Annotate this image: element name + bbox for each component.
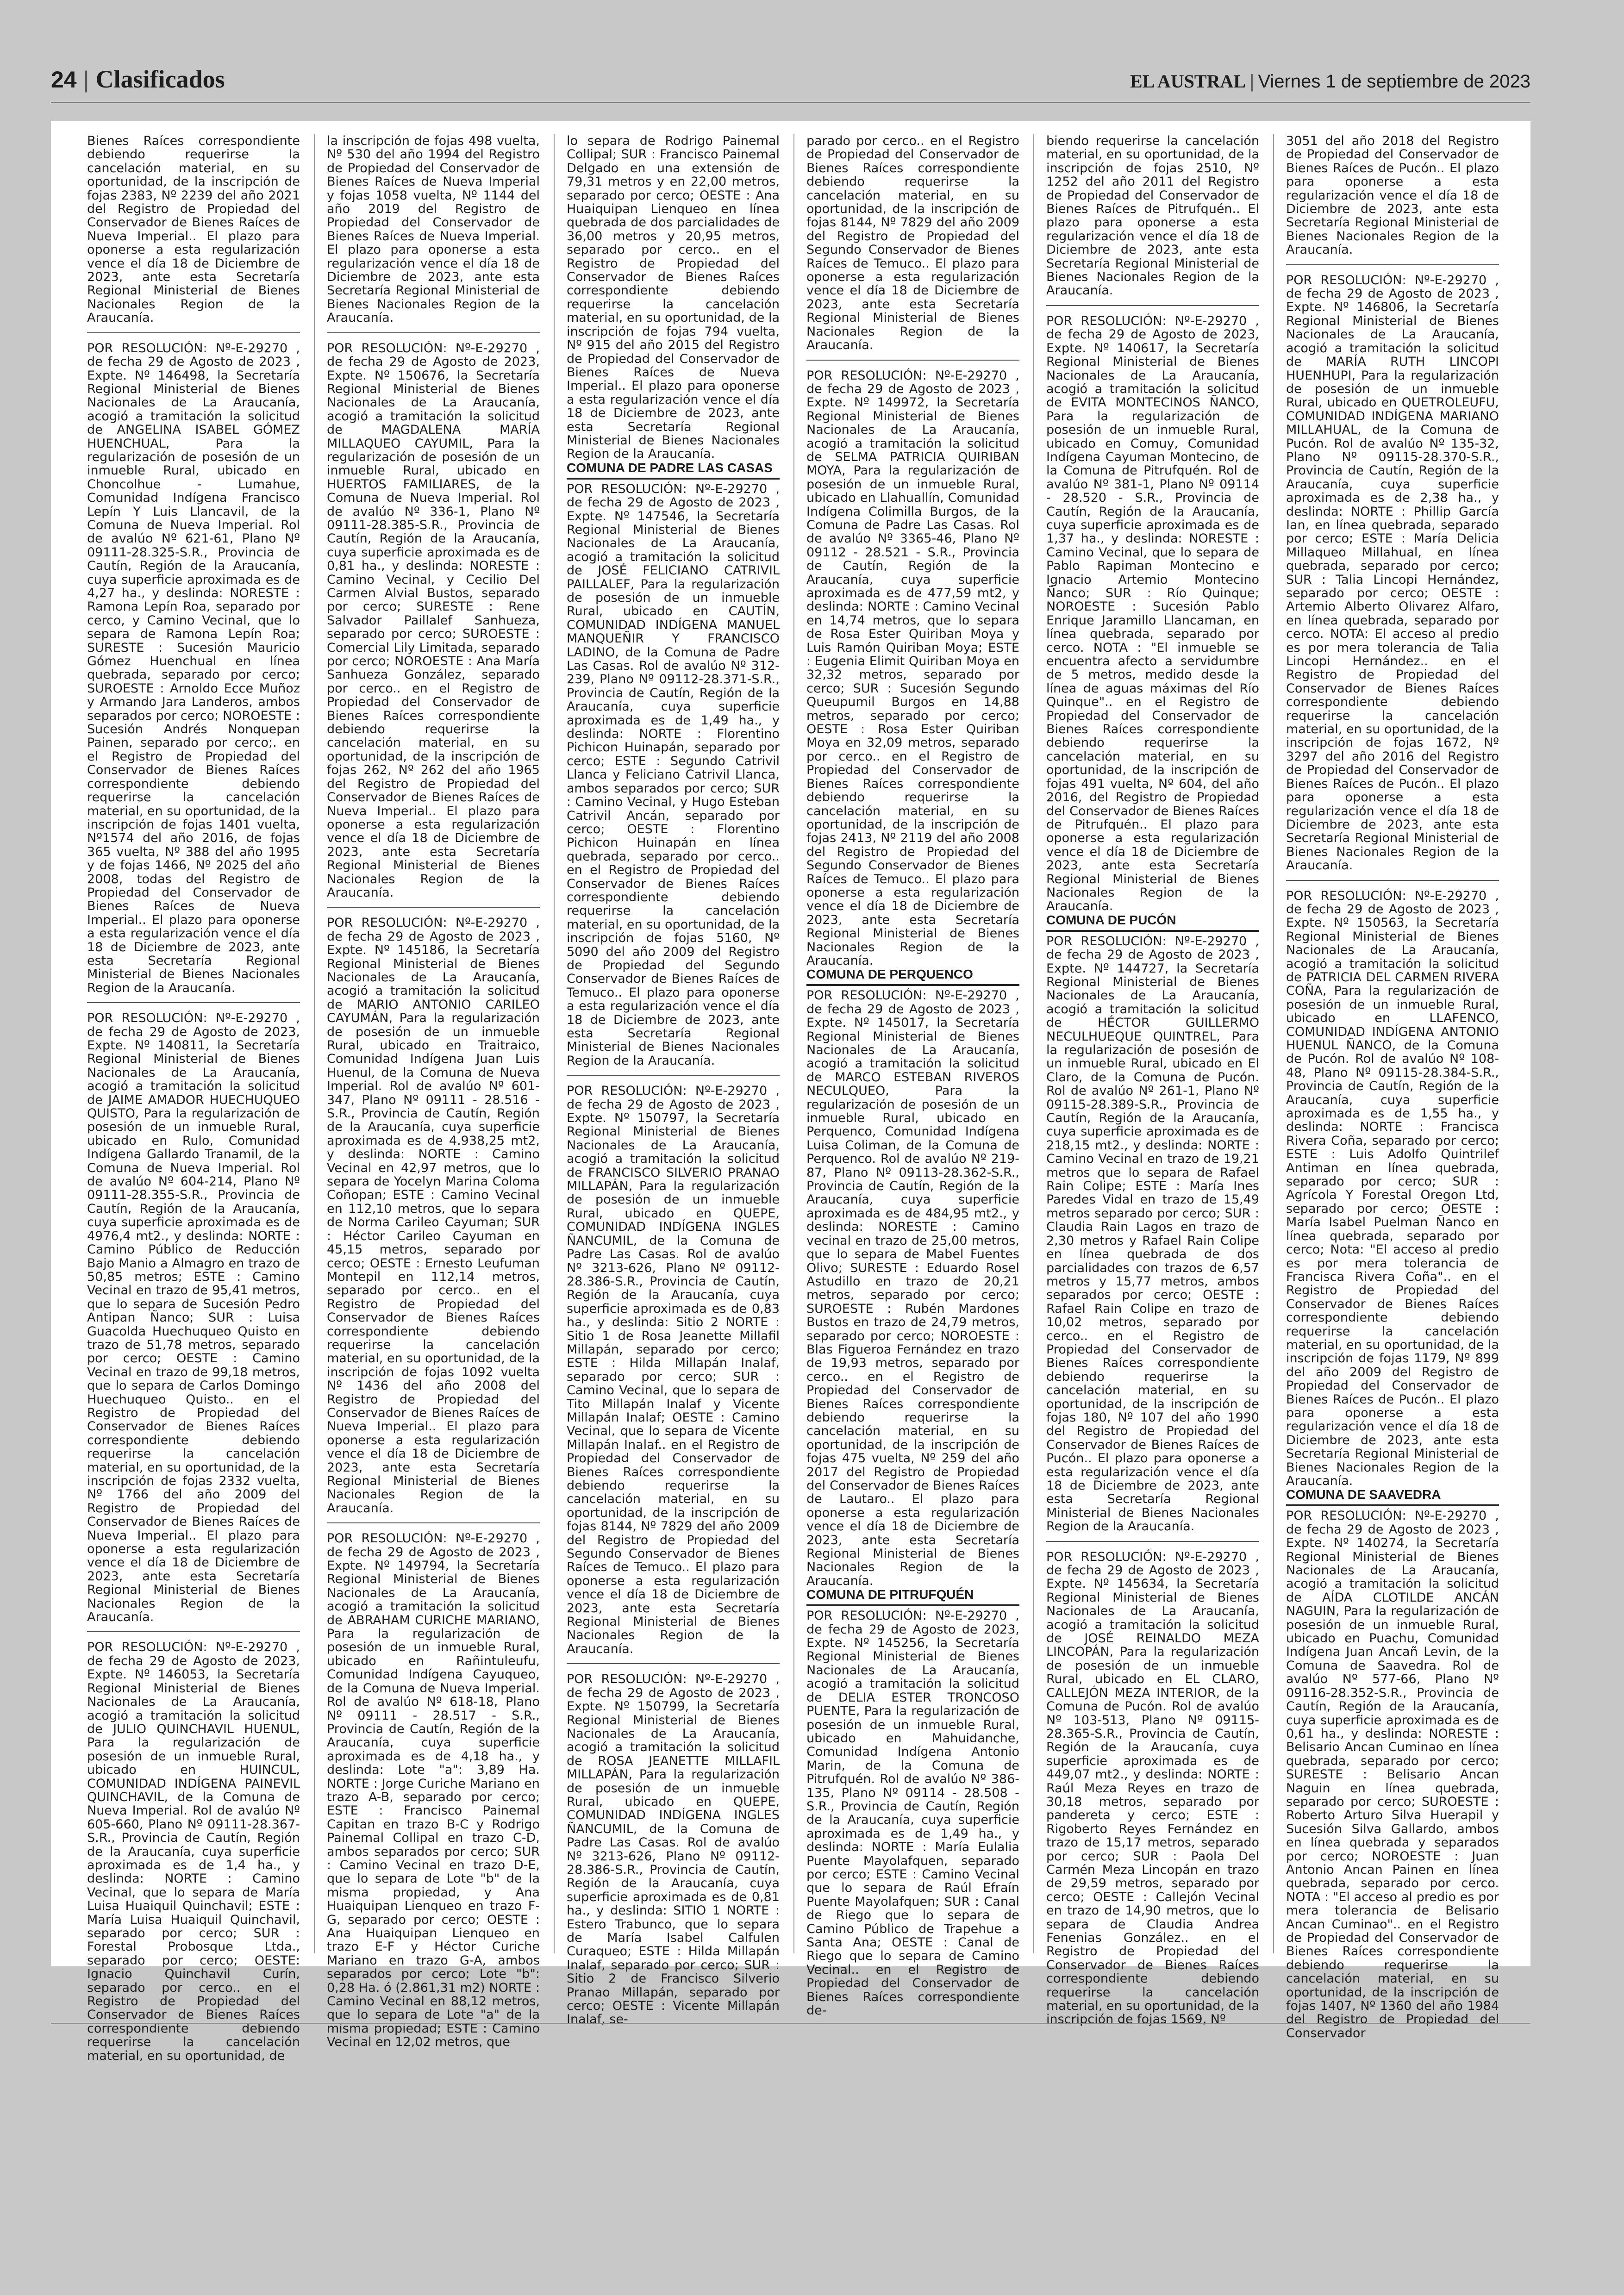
commune-heading: COMUNA DE PADRE LAS CASAS xyxy=(567,461,780,480)
commune-heading: COMUNA DE PITRUFQUÉN xyxy=(806,1588,1019,1606)
column-divider xyxy=(1033,134,1034,1953)
legal-notice: POR RESOLUCIÓN: Nº-E-29270 , de fecha 29 de Agosto de 2023 , Expte. Nº 150799, la Secretaría Regional Ministerial de Bienes Nacionales de La Araucanía, acogió a tramitación la solicitud de ROSA JEANETTE MILLAFIL MILLAPÁN, Para la regularización de posesión de un inmueble Rural, ubicado en QUEPE, COMUNIDAD INDÍGENA INGLES ÑANCUMIL, de la Comuna de Padre Las Casas. Rol de avalúo Nº 3213-626, Plano Nº 09112-28.386-S.R., Provincia de Cautín, Región de la Araucanía, cuya superficie aproximada es de 0,81 ha., y deslinda: SITIO 1 NORTE : Estero Trabunco, que lo separa de María Isabel Calfulen Curaqueo; ESTE : Hilda Millapán Inalaf, separado por cerco; SUR : Sitio 2 de Francisco Silverio Pranao Millapán, separado por cerco; OESTE : Vicente Millapán Inalaf, se- xyxy=(567,1672,780,2027)
page-header-right xyxy=(1130,70,1530,92)
notice-separator xyxy=(87,1002,300,1003)
legal-notice: POR RESOLUCIÓN: Nº-E-29270 , de fecha 29 de Agosto de 2023, Expte. Nº 140811, la Secretaría Regional Ministerial de Bienes Nacionales de La Araucanía, acogió a tramitación la solicitud de JAIME AMADOR HUECHUQUEO QUISTO, Para la regularización de posesión de un inmueble Rural, ubicado en Rulo, Comunidad Indígena Gallardo Tranamil, de la Comuna de Nueva Imperial. Rol de avalúo Nº 604-214, Plano Nº 09111-28.355-S.R., Provincia de Cautín, Región de la Araucanía, cuya superficie aproximada es de 4976,4 mt2., y deslinda: NORTE : Camino Público de Reducción Bajo Manio a Almagro en trazo de 50,85 metros; ESTE : Camino Vecinal en trazo de 95,41 metros, que lo separa de Sucesión Pedro Antipan Ñanco; SUR : Luisa Guacolda Huechuqueo Quisto en trazo de 51,78 metros, separado por cerco; OESTE : Camino Vecinal en trazo de 99,18 metros, que lo separa de Carlos Domingo Huechuqueo Quisto.. en el Registro de Propiedad del Conservador de Bienes Raíces correspondiente debiendo requerirse la cancelación material, en su oportunidad, de la inscripción de fojas 2332 vuelta, Nº 1766 del año 2009 del Registro de Propiedad del Conservador de Bienes Raíces de Nueva Imperial.. El plazo para oponerse a esta regularización vence el día 18 de Diciembre de 2023, ante esta Secretaría Regional Ministerial de Bienes Nacionales Region de la Araucanía. xyxy=(87,1011,300,1625)
issue-date: Viernes 1 de septiembre de 2023 xyxy=(1258,71,1530,92)
column-divider xyxy=(1273,134,1274,1953)
notice-separator xyxy=(87,332,300,333)
notice-separator xyxy=(1046,305,1259,306)
column-3 xyxy=(567,134,780,2027)
notice-separator xyxy=(567,1075,780,1076)
newspaper-name: EL AUSTRAL xyxy=(1130,71,1246,92)
column-2 xyxy=(327,134,540,2050)
column-6 xyxy=(1286,134,1499,2040)
legal-notice: POR RESOLUCIÓN: Nº-E-29270 , de fecha 29 de Agosto de 2023 , Expte. Nº 149972, la Secretaría Regional Ministerial de Bienes Nacionales de La Araucanía, acogió a tramitación la solicitud de SELMA PATRICIA QUIRIBAN MOYA, Para la regularización de posesión de un inmueble Rural, ubicado en Llahuallín, Comunidad Indígena Colimilla Burgos, de la Comuna de Padre Las Casas. Rol de avalúo Nº 3365-46, Plano Nº 09112 - 28.521 - S.R., Provincia de Cautín, Región de la Araucanía, cuya superficie aproximada es de 477,59 mt2, y deslinda: NORTE : Camino Vecinal en 14,74 metros, que lo separa de Rosa Ester Quiriban Moya y Luis Ramón Quiriban Moya; ESTE : Eugenia Elimit Quiriban Moya en 32,32 metros, separado por cerco; SUR : Sucesión Segundo Queupumil Burgos en 14,88 metros, separado por cerco; OESTE : Rosa Ester Quiriban Moya en 32,09 metros, separado por cerco.. en el Registro de Propiedad del Conservador de Bienes Raíces correspondiente debiendo requerirse la cancelación material, en su oportunidad, de la inscripción de fojas 2413, Nº 2119 del año 2008 del Registro de Propiedad del Segundo Conservador de Bienes Raíces de Temuco.. El plazo para oponerse a esta regularización vence el día 18 de Diciembre de 2023, ante esta Secretaría Regional Ministerial de Bienes Nacionales Region de la Araucanía. xyxy=(806,368,1019,968)
page-header-left xyxy=(51,65,225,94)
notice-separator xyxy=(1286,880,1499,881)
section-title: Clasificados xyxy=(95,65,225,93)
legal-notice: la inscripción de fojas 498 vuelta, Nº 530 del año 1994 del Registro de Propiedad del Conservador de Bienes Raíces de Nueva Imperial y fojas 1058 vuelta, Nº 1144 del año 2019 del Registro de Propiedad del Conservador de Bienes Raíces de Nueva Imperial. El plazo para oponerse a esta regularización vence el día 18 de Diciembre de 2023, ante esta Secretaría Regional Ministerial de Bienes Nacionales Region de la Araucanía. xyxy=(327,134,540,325)
header-separator: | xyxy=(83,67,89,93)
legal-notice: parado por cerco.. en el Registro de Propiedad del Conservador de Bienes Raíces correspondiente debiendo requerirse la cancelación material, en su oportunidad, de la inscripción de fojas 8144, Nº 7829 del año 2009 del Registro de Propiedad del Segundo Conservador de Bienes Raíces de Temuco.. El plazo para oponerse a esta regularización vence el día 18 de Diciembre de 2023, ante esta Secretaría Regional Ministerial de Bienes Nacionales Region de la Araucanía. xyxy=(806,134,1019,353)
legal-notice: POR RESOLUCIÓN: Nº-E-29270 , de fecha 29 de Agosto de 2023 , Expte. Nº 145017, la Secretaría Regional Ministerial de Bienes Nacionales de La Araucanía, acogió a tramitación la solicitud de MARCO ESTEBAN RIVEROS NECULQUEO, Para la regularización de posesión de un inmueble Rural, ubicado en Perquenco, Comunidad Indígena Luisa Coliman, de la Comuna de Perquenco. Rol de avalúo Nº 219-87, Plano Nº 09113-28.362-S.R., Provincia de Cautín, Región de la Araucanía, cuya superficie aproximada es de 484,95 mt2., y deslinda: NORESTE : Camino vecinal en trazo de 25,00 metros, que lo separa de Mabel Fuentes Olivo; SURESTE : Eduardo Rosel Astudillo en trazo de 20,21 metros, separado por cerco; SUROESTE : Rubén Mardones Bustos en trazo de 24,79 metros, separado por cerco; NOROESTE : Blas Figueroa Fernández en trazo de 19,93 metros, separado por cerco.. en el Registro de Propiedad del Conservador de Bienes Raíces correspondiente debiendo requerirse la cancelación material, en su oportunidad, de la inscripción de fojas 475 vuelta, Nº 259 del año 2017 del Registro de Propiedad del Conservador de Bienes Raíces de Lautaro.. El plazo para oponerse a esta regularización vence el día 18 de Diciembre de 2023, ante esta Secretaría Regional Ministerial de Bienes Nacionales Region de la Araucanía. xyxy=(806,988,1019,1588)
commune-heading: COMUNA DE SAAVEDRA xyxy=(1286,1488,1499,1506)
legal-notice: POR RESOLUCIÓN: Nº-E-29270 , de fecha 29 de Agosto de 2023 , Expte. Nº 145186, la Secretaría Regional Ministerial de Bienes Nacionales de La Araucanía, acogió a tramitación la solicitud de MARIO ANTONIO CARILEO CAYUMÁN, Para la regularización de posesión de un inmueble Rural, ubicado en Traitraico, Comunidad Indígena Juan Luis Huenul, de la Comuna de Nueva Imperial. Rol de avalúo Nº 601-347, Plano Nº 09111 - 28.516 - S.R., Provincia de Cautín, Región de la Araucanía, cuya superficie aproximada es de 4.938,25 mt2, y deslinda: NORTE : Camino Vecinal en 42,97 metros, que lo separa de Yocelyn Marina Coloma Coñopan; ESTE : Camino Vecinal en 112,10 metros, que lo separa de Norma Carileo Cayuman; SUR : Héctor Carileo Cayuman en 45,15 metros, separado por cerco; OESTE : Ernesto Leufuman Montepil en 112,14 metros, separado por cerco.. en el Registro de Propiedad del Conservador de Bienes Raíces correspondiente debiendo requerirse la cancelación material, en su oportunidad, de la inscripción de fojas 1092 vuelta Nº 1436 del año 2008 del Registro de Propiedad del Conservador de Bienes Raíces de Nueva Imperial.. El plazo para oponerse a esta regularización vence el día 18 de Diciembre de 2023, ante esta Secretaría Regional Ministerial de Bienes Nacionales Region de la Araucanía. xyxy=(327,916,540,1515)
legal-notice: POR RESOLUCIÓN: Nº-E-29270 , de fecha 29 de Agosto de 2023 , Expte. Nº 146806, la Secretaría Regional Ministerial de Bienes Nacionales de La Araucanía, acogió a tramitación la solicitud de MARÍA RUTH LINCOPI HUENHUPI, Para la regularización de posesión de un inmueble Rural, ubicado en QUETROLEUFU, COMUNIDAD INDÍGENA MARIANO MILLAHUAL, de la Comuna de Pucón. Rol de avalúo Nº 135-32, Plano Nº 09115-28.370-S.R., Provincia de Cautín, Región de la Araucanía, cuya superficie aproximada es de 2,38 ha., y deslinda: NORTE : Phillip García Ian, en línea quebrada, separado por cerco; ESTE : María Delicia Millaqueo Millahual, en línea quebrada, separado por cerco; SUR : Talia Lincopi Hernández, separado por cerco; OESTE : Artemio Alberto Olivarez Alfaro, en línea quebrada, separado por cerco. NOTA: El acceso al predio es por mera tolerancia de Talia Lincopi Hernández.. en el Registro de Propiedad del Conservador de Bienes Raíces correspondiente debiendo requerirse la cancelación material, en su oportunidad, de la inscripción de fojas 1672, Nº 3297 del año 2016 del Registro de Propiedad del Conservador de Bienes Raíces de Pucón.. El plazo para oponerse a esta regularización vence el día 18 de Diciembre de 2023, ante esta Secretaría Regional Ministerial de Bienes Nacionales Region de la Araucanía. xyxy=(1286,273,1499,873)
classifieds-sheet xyxy=(51,121,1530,2063)
legal-notice: POR RESOLUCIÓN: Nº-E-29270 , de fecha 29 de Agosto de 2023 , Expte. Nº 145634, la Secretaría Regional Ministerial de Bienes Nacionales de La Araucanía, acogió a tramitación la solicitud de JOSÉ REINALDO MEZA LINCOPÁN, Para la regularización de posesión de un inmueble Rural, ubicado en EL CLARO, CALLEJÓN MEZA INTERIOR, de la Comuna de Pucón. Rol de avalúo Nº 103-513, Plano Nº 09115-28.365-S.R., Provincia de Cautín, Región de la Araucanía, cuya superficie aproximada es de 449,07 mt2., y deslinda: NORTE : Raúl Meza Reyes en trazo de 30,18 metros, separado por pandereta y cerco; ESTE : Rigoberto Reyes Fernández en trazo de 15,17 metros, separado por cerco; SUR : Paola Del Carmén Meza Lincopán en trazo de 29,59 metros, separado por cerco; OESTE : Callejón Vecinal en trazo de 14,90 metros, que lo separa de Claudia Andrea Fenenias González.. en el Registro de Propiedad del Conservador de Bienes Raíces correspondiente debiendo requerirse la cancelación material, en su oportunidad, de la inscripción de fojas 1569, Nº xyxy=(1046,1549,1259,2027)
page-number: 24 xyxy=(51,67,77,93)
legal-notice: POR RESOLUCIÓN: Nº-E-29270 , de fecha 29 de Agosto de 2023, Expte. Nº 140617, la Secretaría Regional Ministerial de Bienes Nacionales de La Araucanía, acogió a tramitación la solicitud de EVITA MONTECINOS ÑANCO, Para la regularización de posesión de un inmueble Rural, ubicado en Comuy, Comunidad Indígena Cayuman Montecino, de la Comuna de Pitrufquén. Rol de avalúo Nº 381-1, Plano Nº 09114 - 28.520 - S.R., Provincia de Cautín, Región de la Araucanía, cuya superficie aproximada es de 1,37 ha., y deslinda: NORESTE : Camino Vecinal, que lo separa de Pablo Rapiman Montecino e Ignacio Artemio Montecino Ñanco; SUR : Río Quinque; NOROESTE : Sucesión Pablo Enrique Jaramillo Llancaman, en línea quebrada, separado por cerco. NOTA : "El inmueble se encuentra afecto a servidumbre de 5 metros, medido desde la línea de aguas máximas del Río Quinque".. en el Registro de Propiedad del Conservador de Bienes Raíces correspondiente debiendo requerirse la cancelación material, en su oportunidad, de la inscripción de fojas 491 vuelta, Nº 604, del año 2016, del Registro de Propiedad del Conservador de Bienes Raíces de Pitrufquén.. El plazo para oponerse a esta regularización vence el día 18 de Diciembre de 2023, ante esta Secretaría Regional Ministerial de Bienes Nacionales Region de la Araucanía. xyxy=(1046,313,1259,914)
legal-notice: POR RESOLUCIÓN: Nº-E-29270 , de fecha 29 de Agosto de 2023 , Expte. Nº 150797, la Secretaría Regional Ministerial de Bienes Nacionales de La Araucanía, acogió a tramitación la solicitud de FRANCISCO SILVERIO PRANAO MILLAPÁN, Para la regularización de posesión de un inmueble Rural, ubicado en QUEPE, COMUNIDAD INDÍGENA INGLES ÑANCUMIL, de la Comuna de Padre Las Casas. Rol de avalúo Nº 3213-626, Plano Nº 09112-28.386-S.R., Provincia de Cautín, Región de la Araucanía, cuya superficie aproximada es de 0,83 ha., y deslinda: Sitio 2 NORTE : Sitio 1 de Rosa Jeanette Millafil Millapán, separado por cerco; ESTE : Hilda Millapán Inalaf, separado por cerco; SUR : Camino Vecinal, que lo separa de Tito Millapán Inalaf y Vicente Millapán Inalaf; OESTE : Camino Vecinal, que lo separa de Vicente Millapán Inalaf.. en el Registro de Propiedad del Conservador de Bienes Raíces correspondiente debiendo requerirse la cancelación material, en su oportunidad, de la inscripción de fojas 8144, Nº 7829 del año 2009 del Registro de Propiedad del Segundo Conservador de Bienes Raíces de Temuco.. El plazo para oponerse a esta regularización vence el día 18 de Diciembre de 2023, ante esta Secretaría Regional Ministerial de Bienes Nacionales Region de la Araucanía. xyxy=(567,1084,780,1656)
notice-separator xyxy=(327,332,540,333)
legal-notice: POR RESOLUCIÓN: Nº-E-29270 , de fecha 29 de Agosto de 2023, Expte. Nº 150676, la Secretaría Regional Ministerial de Bienes Nacionales de La Araucanía, acogió a tramitación la solicitud de MAGDALENA MARÍA MILLAQUEO CAYUMIL, Para la regularización de posesión de un inmueble Rural, ubicado en HUERTOS FAMILIARES, de la Comuna de Nueva Imperial. Rol de avalúo Nº 336-1, Plano Nº 09111-28.385-S.R., Provincia de Cautín, Región de la Araucanía, cuya superficie aproximada es de 0,81 ha., y deslinda: NORESTE : Camino Vecinal, y Cecilio Del Carmen Alvial Bustos, separado por cerco; SURESTE : Rene Salvador Paillalef Sanhueza, separado por cerco; SUROESTE : Comercial Lily Limitada, separado por cerco; NOROESTE : Ana María Sanhueza González, separado por cerco.. en el Registro de Propiedad del Conservador de Bienes Raíces correspondiente debiendo requerirse la cancelación material, en su oportunidad, de la inscripción de fojas 262, Nº 262 del año 1965 del Registro de Propiedad del Conservador de Bienes Raíces de Nueva Imperial.. El plazo para oponerse a esta regularización vence el día 18 de Diciembre de 2023, ante esta Secretaría Regional Ministerial de Bienes Nacionales Region de la Araucanía. xyxy=(327,341,540,900)
column-divider xyxy=(793,134,794,1953)
legal-notice: POR RESOLUCIÓN: Nº-E-29270 , de fecha 29 de Agosto de 2023 , Expte. Nº 146498, la Secretaría Regional Ministerial de Bienes Nacionales de La Araucanía, acogió a tramitación la solicitud de ANGELINA ISABEL GÓMEZ HUENCHUAL, Para la regularización de posesión de un inmueble Rural, ubicado en Choncolhue - Lumahue, Comunidad Indígena Francisco Lepín Y Luis Llancavil, de la Comuna de Nueva Imperial. Rol de avalúo Nº 621-61, Plano Nº 09111-28.325-S.R., Provincia de Cautín, Región de la Araucanía, cuya superficie aproximada es de 4,27 ha., y deslinda: NORESTE : Ramona Lepín Roa, separado por cerco, y Camino Vecinal, que lo separa de Ramona Lepín Roa; SURESTE : Sucesión Mauricio Gómez Huenchual en línea quebrada, separado por cerco; SUROESTE : Arnoldo Ecce Muñoz y Armando Jara Landeros, ambos separados por cerco; NOROESTE : Sucesión Andrés Nonquepan Painen, separado por cerco;. en el Registro de Propiedad del Conservador de Bienes Raíces correspondiente debiendo requerirse la cancelación material, en su oportunidad, de la inscripción de fojas 1401 vuelta, Nº1574 del año 2016, de fojas 365 vuelta, Nº 388 del año 1995 y de fojas 1466, Nº 2025 del año 2008, todas del Registro de Propiedad del Conservador de Bienes Raíces de Nueva Imperial.. El plazo para oponerse a esta regularización vence el día 18 de Diciembre de 2023, ante esta Secretaría Regional Ministerial de Bienes Nacionales Region de la Araucanía. xyxy=(87,341,300,995)
notice-separator xyxy=(1046,1541,1259,1542)
legal-notice: POR RESOLUCIÓN: Nº-E-29270 , de fecha 29 de Agosto de 2023 , Expte. Nº 150563, la Secretaría Regional Ministerial de Bienes Nacionales de La Araucanía, acogió a tramitación la solicitud de PATRICIA DEL CARMEN RIVERA COÑA, Para la regularización de posesión de un inmueble Rural, ubicado en LLAFENCO, COMUNIDAD INDÍGENA ANTONIO HUENUL ÑANCO, de la Comuna de Pucón. Rol de avalúo Nº 108-48, Plano Nº 09115-28.384-S.R., Provincia de Cautín, Región de la Araucanía, cuya superficie aproximada es de 1,55 ha., y deslinda: NORTE : Francisca Rivera Coña, separado por cerco; ESTE : Luis Adolfo Quintrilef Antiman en línea quebrada, separado por cerco; SUR : Agrícola Y Forestal Oregon Ltd, separado por cerco; OESTE : María Isabel Puelman Ñanco en línea quebrada, separado por cerco; Nota: "El acceso al predio es por mera tolerancia de Francisca Rivera Coña".. en el Registro de Propiedad del Conservador de Bienes Raíces correspondiente debiendo requerirse la cancelación material, en su oportunidad, de la inscripción de fojas 1179, Nº 899 del año 2009 del Registro de Propiedad del Conservador de Bienes Raíces de Pucón.. El plazo para oponerse a esta regularización vence el día 18 de Diciembre de 2023, ante esta Secretaría Regional Ministerial de Bienes Nacionales Region de la Araucanía. xyxy=(1286,888,1499,1488)
notice-separator xyxy=(327,907,540,908)
legal-notice: POR RESOLUCIÓN: Nº-E-29270 , de fecha 29 de Agosto de 2023 , Expte. Nº 144727, la Secretaría Regional Ministerial de Bienes Nacionales de La Araucanía, acogió a tramitación la solicitud de HÉCTOR GUILLERMO NECULHUEQUE QUINTREL, Para la regularización de posesión de un inmueble Rural, ubicado en El Claro, de la Comuna de Pucón. Rol de avalúo Nº 261-1, Plano Nº 09115-28.389-S.R., Provincia de Cautín, Región de la Araucanía, cuya superficie aproximada es de 218,15 mt2., y deslinda: NORTE : Camino Vecinal en trazo de 19,21 metros que lo separa de Rafael Rain Colipe; ESTE : María Ines Paredes Vidal en trazo de 15,49 metros separado por cerco; SUR : Claudia Rain Lagos en trazo de 2,30 metros y Rafael Rain Colipe en línea quebrada de dos parcialidades con trazos de 6,57 metros y 15,77 metros, ambos separados por cerco; OESTE : Rafael Rain Colipe en trazo de 10,02 metros, separado por cerco.. en el Registro de Propiedad del Conservador de Bienes Raíces correspondiente debiendo requerirse la cancelación material, en su oportunidad, de la inscripción de fojas 180, Nº 107 del año 1990 del Registro de Propiedad del Conservador de Bienes Raíces de Pucón.. El plazo para oponerse a esta regularización vence el día 18 de Diciembre de 2023, ante esta Secretaría Regional Ministerial de Bienes Nacionales Region de la Araucanía. xyxy=(1046,934,1259,1534)
column-4 xyxy=(806,134,1019,2018)
notice-separator xyxy=(327,1522,540,1523)
column-divider xyxy=(554,134,555,1953)
legal-notice: 3051 del año 2018 del Registro de Propiedad del Conservador de Bienes Raíces de Pucón.. El plazo para oponerse a esta regularización vence el día 18 de Diciembre de 2023, ante esta Secretaría Regional Ministerial de Bienes Nacionales Region de la Araucanía. xyxy=(1286,134,1499,257)
header-separator-right: | xyxy=(1249,71,1255,92)
page-header xyxy=(51,65,1530,111)
legal-notice: POR RESOLUCIÓN: Nº-E-29270 , de fecha 29 de Agosto de 2023, Expte. Nº 146053, la Secretaría Regional Ministerial de Bienes Nacionales de La Araucanía, acogió a tramitación la solicitud de JULIO QUINCHAVIL HUENUL, Para la regularización de posesión de un inmueble Rural, ubicado en HUINCUL, COMUNIDAD INDÍGENA PAINEVIL QUINCHAVIL, de la Comuna de Nueva Imperial. Rol de avalúo Nº 605-660, Plano Nº 09111-28.367-S.R., Provincia de Cautín, Región de la Araucanía, cuya superficie aproximada es de 1,4 ha., y deslinda: NORTE : Camino Vecinal, que lo separa de María Luisa Huaiquil Quinchavil; ESTE : María Luisa Huaiquil Quinchavil, separado por cerco; SUR : Forestal Probosque Ltda., separado por cerco; OESTE: Ignacio Quinchavil Curín, separado por cerco.. en el Registro de Propiedad del Conservador de Bienes Raíces correspondiente debiendo requerirse la cancelación material, en su oportunidad, de xyxy=(87,1640,300,2063)
notice-separator xyxy=(87,1631,300,1632)
legal-notice: biendo requerirse la cancelación material, en su oportunidad, de la inscripción de fojas 2510, Nº 1252 del año 2011 del Registro de Propiedad del Conservador de Bienes Raíces de Pitrufquén.. El plazo para oponerse a esta regularización vence el día 18 de Diciembre de 2023, ante esta Secretaría Regional Ministerial de Bienes Nacionales Region de la Araucanía. xyxy=(1046,134,1259,298)
legal-notice: POR RESOLUCIÓN: Nº-E-29270 , de fecha 29 de Agosto de 2023 , Expte. Nº 140274, la Secretaría Regional Ministerial de Bienes Nacionales de La Araucanía, acogió a tramitación la solicitud de AÍDA CLOTILDE ANCÁN NAGUIN, Para la regularización de posesión de un inmueble Rural, ubicado en Puachu, Comunidad Indígena Juan Ancañ Levin, de la Comuna de Saavedra. Rol de avalúo Nº 577-66, Plano Nº 09116-28.352-S.R., Provincia de Cautín, Región de la Araucanía, cuya superficie aproximada es de 0,61 ha., y deslinda: NORESTE : Belisario Ancan Cuminao en línea quebrada, separado por cerco; SURESTE : Belisario Ancan Naguin en línea quebrada, separado por cerco; SUROESTE : Roberto Arturo Silva Huerapil y Sucesión Silva Gallardo, ambos en línea quebrada y separados por cerco; NOROESTE : Juan Antonio Ancan Painen en línea quebrada, separado por cerco. NOTA : "El acceso al predio es por mera tolerancia de Belisario Ancan Cuminao".. en el Registro de Propiedad del Conservador de Bienes Raíces correspondiente debiendo requerirse la cancelación material, en su oportunidad, de la inscripción de fojas 1407, Nº 1360 del año 1984 del Registro de Propiedad del Conservador xyxy=(1286,1509,1499,2040)
column-5 xyxy=(1046,134,1259,2027)
legal-notice: POR RESOLUCIÓN: Nº-E-29270 , de fecha 29 de Agosto de 2023 , Expte. Nº 149794, la Secretaría Regional Ministerial de Bienes Nacionales de La Araucanía, acogió a tramitación la solicitud de ABRAHAM CURICHE MARIANO, Para la regularización de posesión de un inmueble Rural, ubicado en Rañintuleufu, Comunidad Indígena Cayuqueo, de la Comuna de Nueva Imperial. Rol de avalúo Nº 618-18, Plano Nº 09111 - 28.517 - S.R., Provincia de Cautín, Región de la Araucanía, cuya superficie aproximada es de 4,18 ha., y deslinda: Lote "a": 3,89 Ha. NORTE : Jorge Curiche Mariano en trazo A-B, separado por cerco; ESTE : Francisco Painemal Capitan en trazo B-C y Rodrigo Painemal Collipal en trazo C-D, ambos separados por cerco; SUR : Camino Vecinal en trazo D-E, que lo separa de Lote "b" de la misma propiedad, y Ana Huaiquipan Lienqueo en trazo F-G, separado por cerco; OESTE : Ana Huaiquipan Lienqueo en trazo E-F y Héctor Curiche Mariano en trazo G-A, ambos separados por cerco; Lote "b": 0,28 Ha. ó (2.861,31 m2) NORTE : Camino Vecinal en 88,12 metros, que lo separa de Lote "a" de la misma propiedad; ESTE : Camino Vecinal en 12,02 metros, que xyxy=(327,1531,540,2050)
notice-separator xyxy=(806,360,1019,361)
legal-notice: lo separa de Rodrigo Painemal Collipal; SUR : Francisco Painemal Delgado en una extensión de 79,31 metros y en 22,00 metros, separado por cerco; OESTE : Ana Huaiquipan Lienqueo en línea quebrada de dos parcialidades de 36,00 metros y 20,95 metros, separado por cerco.. en el Registro de Propiedad del Conservador de Bienes Raíces correspondiente debiendo requerirse la cancelación material, en su oportunidad, de la inscripción de fojas 794 vuelta, Nº 915 del año 2015 del Registro de Propiedad del Conservador de Bienes Raíces de Nueva Imperial.. El plazo para oponerse a esta regularización vence el día 18 de Diciembre de 2023, ante esta Secretaría Regional Ministerial de Bienes Nacionales Region de la Araucanía. xyxy=(567,134,780,461)
legal-notice: POR RESOLUCIÓN: Nº-E-29270 , de fecha 29 de Agosto de 2023 , Expte. Nº 147546, la Secretaría Regional Ministerial de Bienes Nacionales de La Araucanía, acogió a tramitación la solicitud de JOSÉ FELICIANO CATRIVIL PAILLALEF, Para la regularización de posesión de un inmueble Rural, ubicado en CAUTÍN, COMUNIDAD INDÍGENA MANUEL MANQUEÑIR Y FRANCISCO LADINO, de la Comuna de Padre Las Casas. Rol de avalúo Nº 312-239, Plano Nº 09112-28.371-S.R., Provincia de Cautín, Región de la Araucanía, cuya superficie aproximada es de 1,49 ha., y deslinda: NORTE : Florentino Pichicon Huinapán, separado por cerco; ESTE : Segundo Catrivil Llanca y Feliciano Catrivil Llanca, ambos separados por cerco; SUR : Camino Vecinal, y Hugo Esteban Catrivil Ancán, separado por cerco; OESTE : Florentino Pichicon Huinapán en línea quebrada, separado por cerco.. en el Registro de Propiedad del Conservador de Bienes Raíces correspondiente debiendo requerirse la cancelación material, en su oportunidad, de la inscripción de fojas 5160, Nº 5090 del año 2009 del Registro de Propiedad del Segundo Conservador de Bienes Raíces de Temuco.. El plazo para oponerse a esta regularización vence el día 18 de Diciembre de 2023, ante esta Secretaría Regional Ministerial de Bienes Nacionales Region de la Araucanía. xyxy=(567,481,780,1068)
legal-notice: POR RESOLUCIÓN: Nº-E-29270 , de fecha 29 de Agosto de 2023, Expte. Nº 145256, la Secretaría Regional Ministerial de Bienes Nacionales de La Araucanía, acogió a tramitación la solicitud de DELIA ESTER TRONCOSO PUENTE, Para la regularización de posesión de un inmueble Rural, ubicado en Mahuidanche, Comunidad Indígena Antonio Marin, de la Comuna de Pitrufquén. Rol de avalúo Nº 386-135, Plano Nº 09114 - 28.508 - S.R., Provincia de Cautín, Región de la Araucanía, cuya superficie aproximada es de 1,49 ha., y deslinda: NORTE : María Eulalia Puente Mayolafquen, separado por cerco; ESTE : Camino Vecinal que lo separa de Raúl Efraín Puente Mayolafquen; SUR : Canal de Riego que lo separa de Camino Público de Trapehue a Santa Ana; OESTE : Canal de Riego que lo separa de Camino Vecinal.. en el Registro de Propiedad del Conservador de Bienes Raíces correspondiente de- xyxy=(806,1609,1019,2018)
column-1 xyxy=(87,134,300,2063)
notice-separator xyxy=(1286,264,1499,265)
header-rule xyxy=(51,102,1530,103)
column-divider xyxy=(314,134,315,1953)
commune-heading: COMUNA DE PUCÓN xyxy=(1046,913,1259,932)
legal-notice: Bienes Raíces correspondiente debiendo requerirse la cancelación material, en su oportunidad, de la inscripción de fojas 2383, Nº 2239 del año 2021 del Registro de Propiedad del Conservador de Bienes Raíces de Nueva Imperial.. El plazo para oponerse a esta regularización vence el día 18 de Diciembre de 2023, ante esta Secretaría Regional Ministerial de Bienes Nacionales Region de la Araucanía. xyxy=(87,134,300,325)
footer-rule xyxy=(51,2023,1530,2024)
commune-heading: COMUNA DE PERQUENCO xyxy=(806,967,1019,986)
notice-separator xyxy=(567,1663,780,1664)
